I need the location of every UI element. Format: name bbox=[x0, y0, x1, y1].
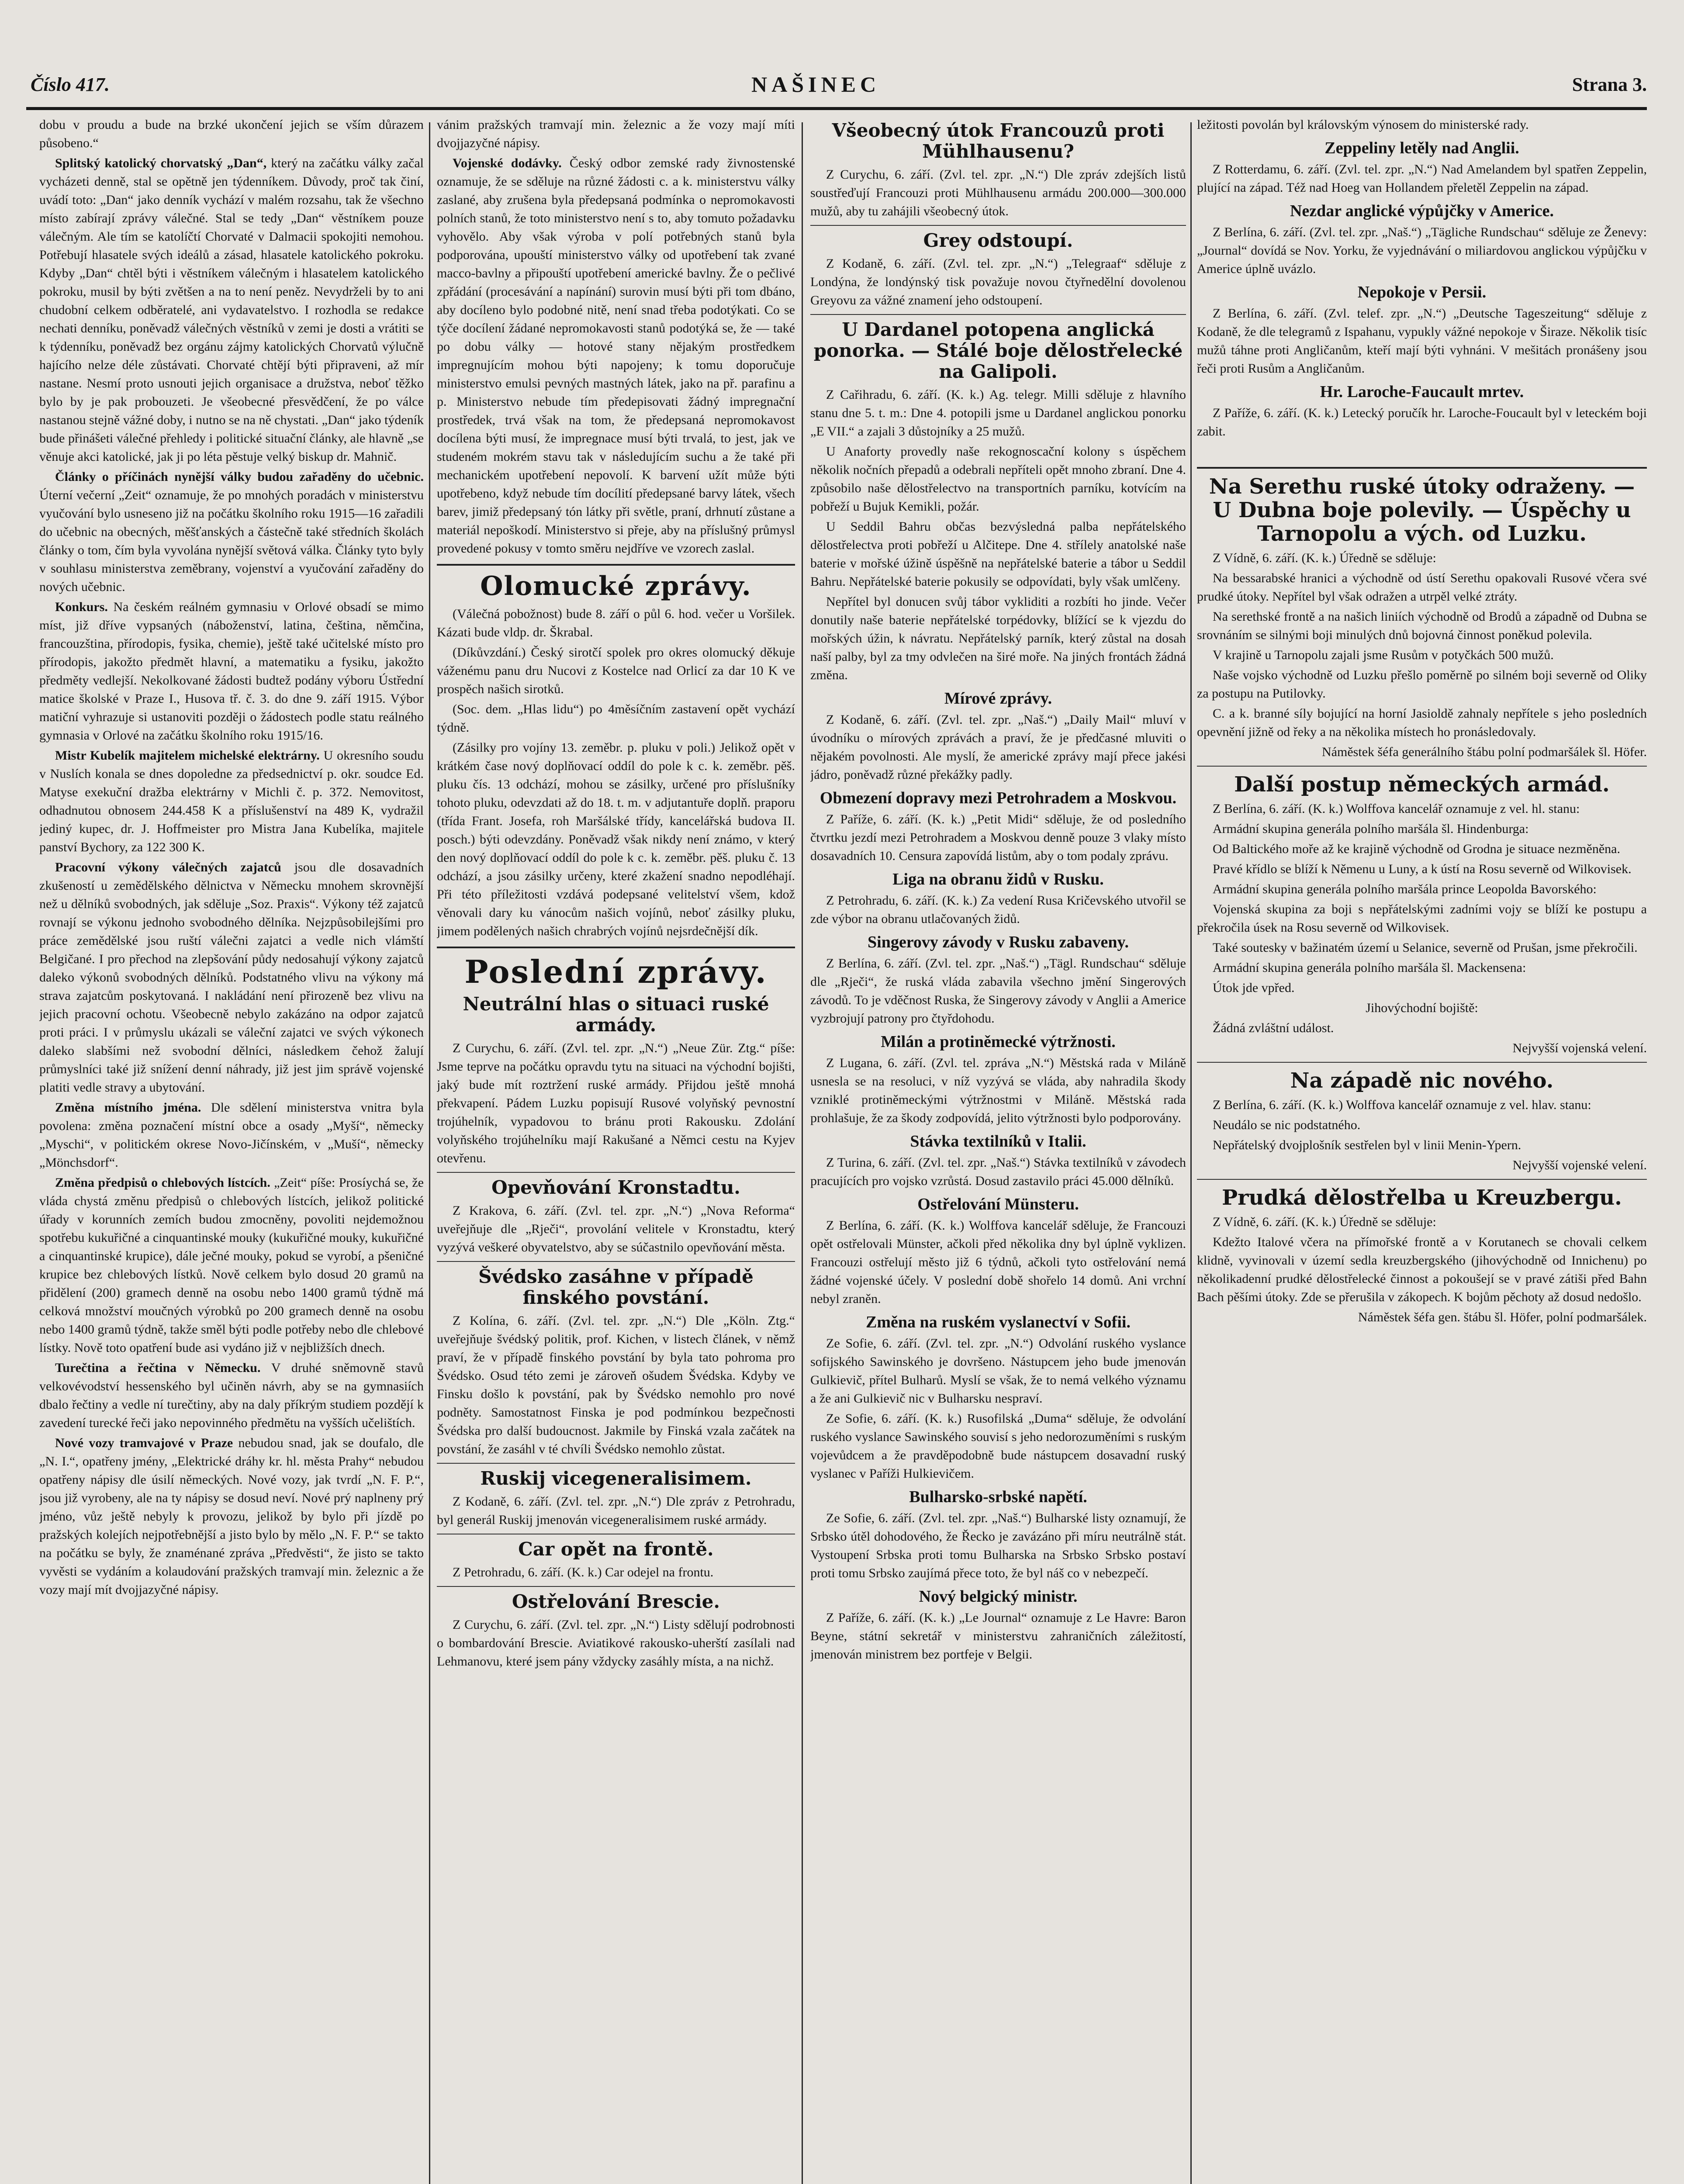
section-heading: Poslední zprávy. bbox=[464, 953, 768, 990]
paragraph: Útok jde vpřed. bbox=[1213, 981, 1295, 995]
item-lead: Pracovní výkony válečných zajatců bbox=[55, 860, 281, 874]
article-headline: Neutrální hlas o situaci ruské armády. bbox=[463, 993, 769, 1036]
column-separator bbox=[1190, 122, 1192, 2184]
subheading: Singerovy závody v Rusku zabaveny. bbox=[868, 933, 1129, 951]
item-lead: Vojenské dodávky. bbox=[453, 156, 562, 170]
article-headline: Ruskij vicegeneralisimem. bbox=[480, 1468, 752, 1489]
item-text: V druhé sněmovně stavů velkovévodství hessenského byl učiněn návrh, aby se na gymnasiích dbalo řečtiny a vedle ní turečtiny, aby na daly příkrým studiem pozdějí k zavedení turecké řeči jako nepovinného předmětu na vyšších učelištích. bbox=[39, 1361, 424, 1430]
paragraph: Naše vojsko východně od Luzku přešlo poměrně po silném boji severně od Oliky za postupu na Putilovky. bbox=[1197, 668, 1647, 701]
article-headline: U Dardanel potopena anglická ponorka. — Stálé boje dělostřelecké na Galipoli. bbox=[813, 319, 1183, 382]
item-lead: Změna předpisů o chlebových lístcích. bbox=[55, 1175, 270, 1190]
paragraph: Z Berlína, 6. září. (Zvl. tel. zpr. „Naš.“) „Tägl. Rundschau“ sděluje dle „Rječi“, že ruská vláda zabavila všechno jmění Singerových závodů. To je vděčnost Ruska, že Singerovy závody v Anglii a Americe vyzbrojují patrony pro čtyřdohodu. bbox=[810, 956, 1186, 1026]
news-item bbox=[39, 154, 424, 466]
article-rule bbox=[437, 1586, 795, 1587]
item-lead: Mistr Kubelík majitelem michelské elektrárny. bbox=[55, 748, 320, 763]
paragraph: Nepřítel byl donucen svůj tábor vykliditi a rozbíti ho jinde. Večer donutily naše baterie nepřátelské torpédovky, blížící se k vjezdu do mořských úžin, k návratu. Nepřátelský parník, který zůstal na dosah naší palby, byl za tmy odvlečen na širé moře. Na jiných frontách žádná změna. bbox=[810, 594, 1186, 682]
section-rule bbox=[437, 564, 795, 566]
column-4 bbox=[1197, 116, 1647, 2184]
news-item bbox=[39, 598, 424, 745]
item-lead: Konkurs. bbox=[55, 600, 108, 614]
paragraph: Nepřátelský dvojplošník sestřelen byl v linii Menin-Ypern. bbox=[1213, 1138, 1521, 1152]
item-lead: Nové vozy tramvajové v Praze bbox=[55, 1436, 233, 1450]
paragraph: Ze Sofie, 6. září. (Zvl. tel. zpr. „Naš.“) Bulharské listy oznamují, že Srbsko útěl dohodového, že Řecko je zavázáno při míru neutrálně stát. Vystoupení Srbska proti tomu Bulharska na Srbsko Srbsko postaví proti tomu Srbsko zaujímá přece toto, že byl náš co v nebezpečí. bbox=[810, 1511, 1186, 1580]
paragraph: Z Cařihradu, 6. září. (K. k.) Ag. telegr. Milli sděluje z hlavního stanu dne 5. t. m.: Dne 4. potopili jsme u Dardanel anglickou ponorku „E VII.“ a zajali 3 důstojníky a 25 mužů. bbox=[810, 387, 1186, 439]
article-rule bbox=[1197, 766, 1647, 767]
item-text: U okresního soudu v Nuslích konala se dnes dopoledne za předsednictví p. okr. soudce Ed. Matyse exekuční dražba elektrárny v Michli č. p. 372. Nemovitost, odhadnutou obnosem 244.458 K a příslušenství na 489 K, vydražil jediný kupec, dr. J. Hoffmeister pro Mistra Jana Kubelíka, majitele panství Bychory, za 122 300 K. bbox=[39, 748, 424, 854]
section-heading: Olomucké zprávy. bbox=[480, 571, 752, 601]
news-item bbox=[39, 1099, 424, 1172]
paragraph: C. a k. branné síly bojující na horní Jasioldě zahnaly nepřítele s jeho posledních opevnění jižně od řeky a na několika místech ho pronásledovaly. bbox=[1197, 706, 1647, 739]
issue-number: Číslo 417. bbox=[31, 74, 110, 95]
signature-line: Nejvyšší vojenské velení. bbox=[1512, 1158, 1647, 1172]
item-text: Dle sdělení ministerstva vnitra byla povolena: změna poznačení místní obce a osady „Myší“, německy „Myschi“, v politickém okrese Novo-Jičínském, v „Muší“, německy „Mönchsdorf“. bbox=[39, 1100, 424, 1170]
paragraph: Armádní skupina generála polního maršála prince Leopolda Bavorského: bbox=[1213, 882, 1597, 896]
paragraph: ležitosti povolán byl královským výnosem do ministerské rady. bbox=[1197, 117, 1529, 132]
article-headline: Další postup německých armád. bbox=[1234, 772, 1610, 797]
paragraph: Ze Sofie, 6. září. (Zvl. tel. zpr. „N.“) Odvolání ruského vyslance sofijského Sawinského je dovršeno. Nástupcem jeho bude jmenován Gulkievič, přítel Bulharů. Myslí se však, že to nemá velkého významu a že ani Gulkievič nic v Bulharsku nespraví. bbox=[810, 1336, 1186, 1406]
paragraph: U Anaforty provedly naše rekognoscační kolony s úspěchem několik nočních přepadů a odebrali nepříteli opět mnoho zbraní. Dne 4. způsobilo naše dělostřelectvo na transportních parníku, kotvícím na pobřeží u Bujuk Kemikli, požár. bbox=[810, 444, 1186, 514]
paragraph: Z Curychu, 6. září. (Zvl. tel. zpr. „N.“) Dle zpráv zdejších listů soustřeďují Francouzi proti Mühlhausenu armádu 200.000—300.000 mužů, aby tu zahájili všeobecný útok. bbox=[810, 167, 1186, 218]
article-rule bbox=[437, 1261, 795, 1262]
paragraph: Na serethské frontě a na našich liniích východně od Brodů a západně od Dubna se srovnáním se silnými boji minulých dnů bojovná činnost poněkud polevila. bbox=[1197, 609, 1647, 642]
article-headline: Na Serethu ruské útoky odraženy. — U Dubna boje polevily. — Úspěchy u Tarnopolu a vých. od Luzku. bbox=[1209, 474, 1635, 546]
subheading: Obmezení dopravy mezi Petrohradem a Moskvou. bbox=[820, 789, 1177, 807]
paragraph: Z Berlína, 6. září. (K. k.) Wolffova kancelář oznamuje z vel. hlav. stanu: bbox=[1213, 1098, 1591, 1112]
item-text: který na začátku války začal vycházeti denně, stal se opětně jen týdenníkem. Důvody, proč tak činí, uvádí toto: „Dan“ jako denník vychází v malém rozsahu, tak že všechno místo zabírají zprávy válečné. Stal se tedy „Dan“ věstníkem pouze válečným. Ale tím se katolíčtí Chorvaté v Dalmacii spokojiti nemohou. Potřebují hlasatele svých ideálů a zásad, hlasatele katolického pokroku. Kdyby „Dan“ chtěl býti i věstníkem válečným i hlasatelem katolického pokroku, musil by býti zvětšen a na to není peněz. Nevydrželi by to ani chudobní celkem odběratelé, ani vydavatelstvo. I rozhodla se redakce nechati denníku, poněvadž válečných věstníků v zemi je dosti a vrátiti se k týdenníku, poněvadž bez orgánu zájmy katolických Chorvatů výlučně hajícího nelze déle zůstávati. Chorvaté chtějí býti připraveni, až mír nastane. Nesmí proto usnouti jejich organisace a družstva, neboť těžko bylo by je pak probouzeti. Je všeobecné přesvědčení, že po válce nastanou stejně vážné doby, i nutno se na ně chystati. „Dan“ jako týdeník bude přinášeti válečné přehledy i politické situační články, ale hlavně „se věnuje akci katolické, jak ji po léta pěstuje velký biskup dr. Mahnič. bbox=[39, 156, 424, 464]
paragraph: Z Berlína, 6. září. (Zvl. tel. zpr. „Naš.“) „Tägliche Rundschau“ sděluje ze Ženevy: „Journal“ dovídá se Nov. Yorku, že vyjednávání o miliardovou anglickou výpůjčku v Americe úplně uvázlo. bbox=[1197, 225, 1647, 276]
paragraph: U Seddil Bahru občas bezvýsledná palba nepřátelského dělostřelectva proti pobřeží u Alčitepe. Dne 4. střílely anatolské naše baterie v mořské úžině úspěšně na nepřátelské baterie a tábor u Seddil Bahru. Nepřátelské baterie pokusily se odpovídati, byly však umlčeny. bbox=[810, 519, 1186, 589]
article-headline: Ostřelování Brescie. bbox=[512, 1591, 720, 1612]
paragraph: (Díkůvzdání.) Český sirotčí spolek pro okres olomucký děkuje váženému panu dru Nucovi z Kostelce nad Orlicí za dar 10 K ve prospěch našich sirotků. bbox=[437, 645, 795, 696]
paragraph: Kdežto Italové včera na přímořské frontě a v Korutanech se chovali celkem klidně, vyvinovali v území sedla kreuzbergského (jihovýchodně od Innichenu) po několikadenní prudké dělostřelecké činnost a pokoušejí se v pravé zátiši před Bahn Bach pěšími útoky. Zde se přerušila v zákopech. K bojům pěchoty až dosud nedošlo. bbox=[1197, 1235, 1647, 1304]
article-rule bbox=[810, 314, 1186, 315]
item-lead: Turečtina a řečtina v Německu. bbox=[55, 1361, 261, 1375]
article-headline: Na západě nic nového. bbox=[1290, 1068, 1554, 1093]
top-rule bbox=[26, 107, 1647, 110]
paragraph: Z Lugana, 6. září. (Zvl. tel. zpráva „N.“) Městská rada v Miláně usnesla se na resoluci, v níž vyzývá se vláda, aby nahradila škody vzniklé protiněmeckými výtržnostmi v Miláně. Městská rada prohlašuje, že za škody zodpovídá, jelito výtržnosti bylo podporovány. bbox=[810, 1056, 1186, 1125]
paragraph: Z Vídně, 6. září. (K. k.) Úředně se sděluje: bbox=[1213, 1215, 1436, 1229]
paragraph: Pravé křídlo se blíží k Němenu u Luny, a k ústí na Rosu severně od Wilkovisek. bbox=[1213, 862, 1632, 876]
paragraph: Z Krakova, 6. září. (Zvl. tel. zpr. „N.“) „Nova Reforma“ uveřejňuje dle „Rječi“, provolání velitele v Kronstadtu, který vyzývá veškeré obyvatelstvo, aby se súčastnilo opevňování města. bbox=[437, 1203, 795, 1254]
subheading: Milán a protiněmecké výtržnosti. bbox=[881, 1033, 1116, 1051]
signature-line: Nejvyšší vojenská velení. bbox=[1512, 1041, 1647, 1055]
subheading: Liga na obranu židů v Rusku. bbox=[892, 870, 1104, 888]
paragraph: Na bessarabské hranici a východně od ústí Serethu opakovali Rusové včera své prudké útoky. Nepřítel byl však odražen a utrpěl velké ztráty. bbox=[1197, 571, 1647, 604]
item-lead: Splitský katolický chorvatský „Dan“, bbox=[55, 156, 267, 170]
paragraph: Od Baltického moře až ke krajině východně od Grodna je situace nezměněna. bbox=[1213, 842, 1620, 856]
article-headline: Opevňování Kronstadtu. bbox=[491, 1177, 740, 1198]
item-lead: Články o příčinách nynější války budou zařaděny do učebnic. bbox=[55, 470, 424, 484]
paragraph: (Soc. dem. „Hlas lidu“) po 4měsíčním zastavení opět vychází týdně. bbox=[437, 702, 795, 735]
news-item bbox=[39, 858, 424, 1097]
column-3 bbox=[810, 116, 1186, 2184]
article-headline: Prudká dělostřelba u Kreuzbergu. bbox=[1222, 1185, 1622, 1210]
article-rule bbox=[1197, 1179, 1647, 1180]
section-rule bbox=[437, 947, 795, 948]
paragraph: (Zásilky pro vojíny 13. zeměbr. p. pluku v poli.) Jelikož opět v krátkém čase nový doplňovací oddíl do pole k c. k. zeměbr. pěš. pluku čís. 13 odchází, mohou se zásilky, určené pro příslušníky tohoto pluku, odevzdati až do 18. t. m. v adjutantuře doplň. praporu (třída Frant. Josefa, roh Maršálské třídy, kancelářská budova II. posch.) býti odevzdány. Poněvadž však nikdy není známo, v který den nový doplňovací oddíl do pole k c. k. zeměbr. pěš. pluku č. 13 odchází, a jsou zásilky určeny, které zkažení snadno nepodléhají. Při této příležitosti vzdává podepsané velitelství všem, kdož věnovali dary ku vánocům našich vojínů, neboť zásilky pluku, jimem podělených našich chrabrých vojínů nejsrdečnější dík. bbox=[437, 740, 795, 938]
paragraph: Neudálo se nic podstatného. bbox=[1213, 1118, 1361, 1132]
paragraph: Z Berlína, 6. září. (K. k.) Wolffova kancelář oznamuje z vel. hl. stanu: bbox=[1213, 802, 1580, 816]
paragraph: Z Petrohradu, 6. září. (K. k.) Car odejel na frontu. bbox=[453, 1565, 714, 1579]
article-rule bbox=[1197, 1062, 1647, 1063]
paragraph: Z Paříže, 6. září. (K. k.) „Petit Midi“ sděluje, že od posledního čtvrtku jezdí mezi Petrohradem a Moskvou denně pouze 3 vlaky místo dosavadních 10. Censura zapovídá listům, aby o tom podaly zprávu. bbox=[810, 812, 1186, 863]
paragraph: Také souteskу v bažinatém území u Selanice, severně od Prušan, jsme překročili. bbox=[1213, 940, 1638, 955]
paragraph: (Válečná pobožnost) bude 8. září o půl 6. hod. večer u Voršilek. Kázati bude vldp. dr. Škrabal. bbox=[437, 607, 795, 639]
paragraph: vánim pražských tramvají min. železnic a že vozy mají míti dvojjazyčné nápisy. bbox=[437, 117, 795, 150]
signature-line: Náměstek šéfa generálního štábu polní podmaršálek šl. Höfer. bbox=[1322, 745, 1647, 759]
subheading: Nový belgický ministr. bbox=[919, 1587, 1078, 1606]
paragraph: Z Paříže, 6. září. (K. k.) Letecký poručík hr. Laroche-Foucault byl v leteckém boji zabit. bbox=[1197, 406, 1647, 439]
column-separator bbox=[802, 122, 803, 2184]
newspaper-title: NAŠINEC bbox=[751, 72, 881, 97]
paragraph: Z Berlína, 6. září. (Zvl. telef. zpr. „N.“) „Deutsche Tageszeitung“ sděluje z Kodaně, že dle telegramů z Ispahanu, vypukly vážné nepokoje v Širaze. Několik tisíc mužů táhne proti Angličanům, kteří mají býti vyhnáni. V mešitách pronášeny jsou řeči proti Rusům a Angličanům. bbox=[1197, 306, 1647, 376]
paragraph: Z Curychu, 6. září. (Zvl. tel. zpr. „N.“) Listy sdělují podrobnosti o bombardování Brescie. Aviatikové rakousko-uherští zasílali nad Lehmanovu, které jsem pány vždycky zasáhly místa, a na nichž. bbox=[437, 1617, 795, 1669]
section-rule bbox=[1197, 467, 1647, 469]
item-lead: Změna místního jména. bbox=[55, 1100, 201, 1115]
paragraph: Z Kodaně, 6. září. (Zvl. tel. zpr. „Naš.“) „Daily Mail“ mluví v úvodníku o mírových zprávách a praví, že je předčasné mluviti o nějakém povolnosti. Ale myslí, že americké zprávy mají přece jakési jádro, poněvadž různé překážky padly. bbox=[810, 712, 1186, 782]
news-item bbox=[39, 1359, 424, 1432]
subheading: Bulharsko-srbské napětí. bbox=[909, 1488, 1087, 1506]
column-separator bbox=[429, 122, 430, 2184]
article-headline: Car opět na frontě. bbox=[518, 1538, 714, 1560]
paragraph: Z Kolína, 6. září. (Zvl. tel. zpr. „N.“) Dle „Köln. Ztg.“ uveřejňuje švédský politik, prof. Kichen, v listech článek, v němž praví, že v případě finského povstání by byla tato pohroma pro Švédsko. Osud této zemi je zároveň ošudem Švédska. Kdyby ve Finsku došlo k povstání, pak by Švédsko nemohlo pro nové podněty. Samostatnost Finska je pod podmínkou bezpečnosti Švédska pro další budoucnost. Jakmile by Finská vzala začátek na povstání, že zasáhl v té chvíli Švédsko nemohlo zůstat. bbox=[437, 1313, 795, 1456]
paragraph: Z Turina, 6. září. (Zvl. tel. zpr. „Naš.“) Stávka textilníků v závodech pracujících pro vojsko vzrůstá. Dosud zastavilo práci 45.000 dělníků. bbox=[810, 1155, 1186, 1188]
subheading: Hr. Laroche-Faucault mrtev. bbox=[1320, 383, 1524, 401]
news-item bbox=[437, 154, 795, 558]
news-item bbox=[39, 1434, 424, 1599]
article-rule bbox=[437, 1172, 795, 1173]
masthead bbox=[31, 73, 1647, 108]
subheading: Ostřelování Münsteru. bbox=[917, 1195, 1079, 1213]
paragraph: V krajině u Tarnopolu zajali jsme Rusům v potyčkách 500 mužů. bbox=[1213, 648, 1554, 662]
item-text: jsou dle dosavadních zkušeností u zemědělského dělnictva v Německu mnohem skrovnější než u dělníků svobodných, jak sděluje „Soz. Praxis“. Výkony též zajatců rovnají se výkonu jednoho svobodného dělníka. Nejzpůsobilejšími pro práce zemědělské jsou ruští válečni zajatci a vedle nich vlámští Belgičané. I pro přechod na zlepšování půdy nedosahují výkony zajatců daleko výkonů svobodných dělníků. Podstatného vlivu na výkony má strava zajatcům poskytovaná. I nakládání není přirozeně bez vlivu na jejich pracovní ochotu. Všeobecně nebylo zakázáno na odpor zajatců proti práci. I v průmyslu ukázali se váleční zajatci ve svých výkonech daleko slabšími než svobodní dělníci, následkem čehož žalují průmyslníci také již snížení denní náhrady, již jest jim správě vojenské platiti vedle stravy a ubytování. bbox=[39, 860, 424, 1095]
item-text: nebudou snad, jak se doufalo, dle „N. I.“, opatřeny jmény, „Elektrické dráhy kr. hl. města Prahy“ nebudou opatřeny nápisy dle úsilí německých. Nové vozy, jak tvrdí „N. F. P.“, jsou již vyrobeny, ale na ty nápisy se dosud neví. Nové prý naplneny prý jméno, vůz ještě nebyly k provozu, jelikož by bylo při jízdě po pražských kolejích nejpotřebnější a jisto bylo by mělo „N. F. P.“ se takto na počátku se byly, že znaménané zpráva „Předvěsti“, že jisto se takto vyvěsti se vydáním a kolaudování pražských tramvají min. železnic a že vozy mají mít dvojjazyčné nápisy. bbox=[39, 1436, 424, 1597]
paragraph: Z Vídně, 6. září. (K. k.) Úředně se sděluje: bbox=[1213, 551, 1436, 565]
news-item bbox=[39, 746, 424, 857]
signature-line: Náměstek šéfa gen. štábu šl. Höfer, polní podmaršálek. bbox=[1358, 1310, 1647, 1324]
paragraph: Z Petrohradu, 6. září. (K. k.) Za vedení Rusa Kričevského utvořil se zde výbor na obranu utlačovaných židů. bbox=[810, 893, 1186, 926]
news-item bbox=[39, 1174, 424, 1357]
subheading: Změna na ruském vyslanectví v Sofii. bbox=[866, 1313, 1131, 1331]
item-text: Úterní večerní „Zeit“ oznamuje, že po mnohých poradách v ministerstvu vyučování bylo usneseno již na počátku školního roku 1915—16 zařadili do učebnic na obecných, měšťanských a částečně také středních školách články o tom, čím byla vyvolána nynější světová válka. Články tyto byly v souhlasu ministerstva zeměbrany, vojenství a vyučování zařaděny do nových učebnic. bbox=[39, 488, 424, 594]
paragraph: Žádná zvláštní událost. bbox=[1213, 1021, 1334, 1035]
column-2 bbox=[437, 116, 795, 2184]
paragraph: Z Kodaně, 6. září. (Zvl. tel. zpr. „N.“) „Telegraaf“ sděluje z Londýna, že londýnský tisk považuje novou čtyřnedělní dovolenou Greyovu za vážné znamení jeho odstoupení. bbox=[810, 256, 1186, 308]
column-1 bbox=[39, 116, 424, 2184]
subheading: Mírové zprávy. bbox=[944, 689, 1052, 708]
subheading: Stávka textilníků v Italii. bbox=[910, 1132, 1086, 1151]
item-text: Český odbor zemské rady živnostenské oznamuje, že se sděluje na různé žádosti c. a k. ministerstvu války zaslané, aby zrušena byla předepsaná podmínka o nepromokavosti polních stanů, že toto ministerstvo není s to, aby tomuto požadavku vyhovělo. Aby však výroba v polí potřebných stanů byla podporována, upouští ministerstvo války od upotřebení tak zvané macco-bavlny a připouští upotřebení americké bavlny. Že o pečlivé zpřádání (procesávání a napínání) surovin musí býti při tom dbáno, aby docíleno bylo podobné nitě, není snad třeba podotýkati. Co se týče docílení žádané nepromokavosti stanů podotýká se, že — také po dobu války — hotové stany nějakým prostředkem impregnujícím mohou býti napojeny; k tomu doporučuje ministerstvo emulsi pevných mastných látek, jako na př. parafinu a p. Ministerstvo nebude tím předepisovati žádný impregnační prostředek, trvá však na tom, že předepsaná nepromokavost docílena býti musí, že impregnace musí býti trvalá, to jest, jak ve studeném mokrém stavu tak v následujícím suchu a že také při mechanickém upotřebení nepovolí. K barvení užít může býti upotřebeno, když nebude tím docílití předepsané barvy látek, všech barev, jimiž předepsaný tón látky při světle, praní, drhnutí zůstane a materiál nepoškodí. Ministerstvo si přeje, aby na příslušný průmysl provedené pokusy v tomto směru nejdříve ve vzorech zaslal. bbox=[437, 156, 795, 556]
article-rule bbox=[810, 225, 1186, 226]
paragraph: Z Curychu, 6. září. (Zvl. tel. zpr. „N.“) „Neue Zür. Ztg.“ píše: Jsme teprve na počátku opravdu tytu na situaci na východní bojišti, jaký bude mít roztržení ruské armády. Přijdou ještě mnohá překvapení. Pádem Luzku popisují Rusové volyňský pevnostní trojúhelník, vypadovou to bránu proti Rakousku. Zdolání volyňského trojúhelníku mají Rakušané a Němci cestu na Kyjev otevřenu. bbox=[437, 1041, 795, 1165]
paragraph: Z Kodaně, 6. září. (Zvl. tel. zpr. „N.“) Dle zpráv z Petrohradu, byl generál Ruskij jmenován vicegeneralisimem ruské armády. bbox=[437, 1494, 795, 1527]
paragraph: Armádní skupina generála polního maršála šl. Mackensena: bbox=[1213, 961, 1526, 975]
paragraph: Vojenská skupina za boji s nepřátelskými zadními vojy se blíží ke postupu a překročila úsek na Rosu severně od Wilkovisek. bbox=[1197, 902, 1647, 935]
article-rule bbox=[437, 1463, 795, 1464]
paragraph: Armádní skupina generála polního maršála šl. Hindenburga: bbox=[1213, 822, 1529, 836]
paragraph: dobu v proudu a bude na brzké ukončení jejich se vším důrazem působeno.“ bbox=[39, 117, 424, 150]
paragraph: Z Paříže, 6. září. (K. k.) „Le Journal“ oznamuje z Le Havre: Baron Beyne, státní sekretář v ministerstvu zahraničních záležitostí, jmenován ministrem bez portfeje v Belgii. bbox=[810, 1610, 1186, 1662]
page-number: Strana 3. bbox=[1572, 74, 1647, 95]
article-headline: Grey odstoupí. bbox=[923, 230, 1073, 251]
subheading: Zeppeliny letěly nad Anglii. bbox=[1324, 139, 1519, 157]
paragraph: Z Rotterdamu, 6. září. (Zvl. tel. zpr. „N.“) Nad Amelandem byl spatřen Zeppelin, plující na západ. Též nad Hoeg van Hollandem přeletěl Zeppelin na západ. bbox=[1197, 162, 1647, 195]
item-text: „Zeit“ píše: Prosíychá se, že vláda chystá změnu předpisů o chlebových lístcích, jelikož politické úřady v korunních zemích budou zmocněny, povoliti nejdemožnou spotřebu kukuřičné a cinquantinské mouky (kukuřičné mouky, kukuřičné a cinquantinské krupice), dále ječné mouky, pokud se vyrobí, a pšeničné krupice bez chlebových lístků. Nově celkem bylo dosud 20 gramů na přidělení (200) gramech denně na osobu nebo 1400 gramů týdně má celková množství moučných výrobků po 200 gramech denně na osobu nebo 1400 gramů týdně, takže směl býti podle potřeby nebo dle chlebové lístky. Nově toto opatření bude asi vydáno již v nejbližších dnech. bbox=[39, 1175, 424, 1355]
paragraph: Z Berlína, 6. září. (K. k.) Wolffova kancelář sděluje, že Francouzi opět ostřelovali Münster, ačkoli před několika dny byl úplně vyklizen. Francouzi ostřelují město již 6 týdnů, ačkoli tyto ostřelování nemá žádné vojenské účely. V poslední době shořelo 14 domů. Ani vrchní nebyl zraněn. bbox=[810, 1218, 1186, 1306]
paragraph: Jihovýchodní bojiště: bbox=[1366, 1001, 1478, 1015]
article-headline: Všeobecný útok Francouzů proti Mühlhausenu? bbox=[832, 120, 1165, 162]
news-item bbox=[39, 468, 424, 596]
paragraph: Ze Sofie, 6. září. (K. k.) Rusofilská „Duma“ sděluje, že odvolání ruského vyslance Sawinského souvisí s jeho nedorozuměními s ruským vojevůdcem a že pravděpodobně bude nástupcem dosavadní ruský vyslanec v Paříži Hulkievičem. bbox=[810, 1411, 1186, 1481]
article-headline: Švédsko zasáhne v případě finského povstání. bbox=[478, 1266, 754, 1308]
item-text: Na českém reálném gymnasiu v Orlové obsadí se mimo míst, již dříve vypsaných (náboženství, latina, čeština, němčina, francouzština, přírodopis, fysika, chemie), ještě také učitelské místo pro přírodopis, jakožto předmět hlavní, a matematiku a fysiku, jakožto předměty vedlejší. Nekolkované žádosti budtež podány výboru Ústřední matice školské v Praze I., Husova tř. č. 3. do dne 9. září 1915. Výbor matiční vyhrazuje si ustanoviti později o žádostech podle statu reálného gymnasia v Orlové na začátku školního roku 1915/16. bbox=[39, 600, 424, 743]
subheading: Nepokoje v Persii. bbox=[1357, 283, 1487, 301]
subheading: Nezdar anglické výpůjčky v Americe. bbox=[1290, 202, 1554, 220]
